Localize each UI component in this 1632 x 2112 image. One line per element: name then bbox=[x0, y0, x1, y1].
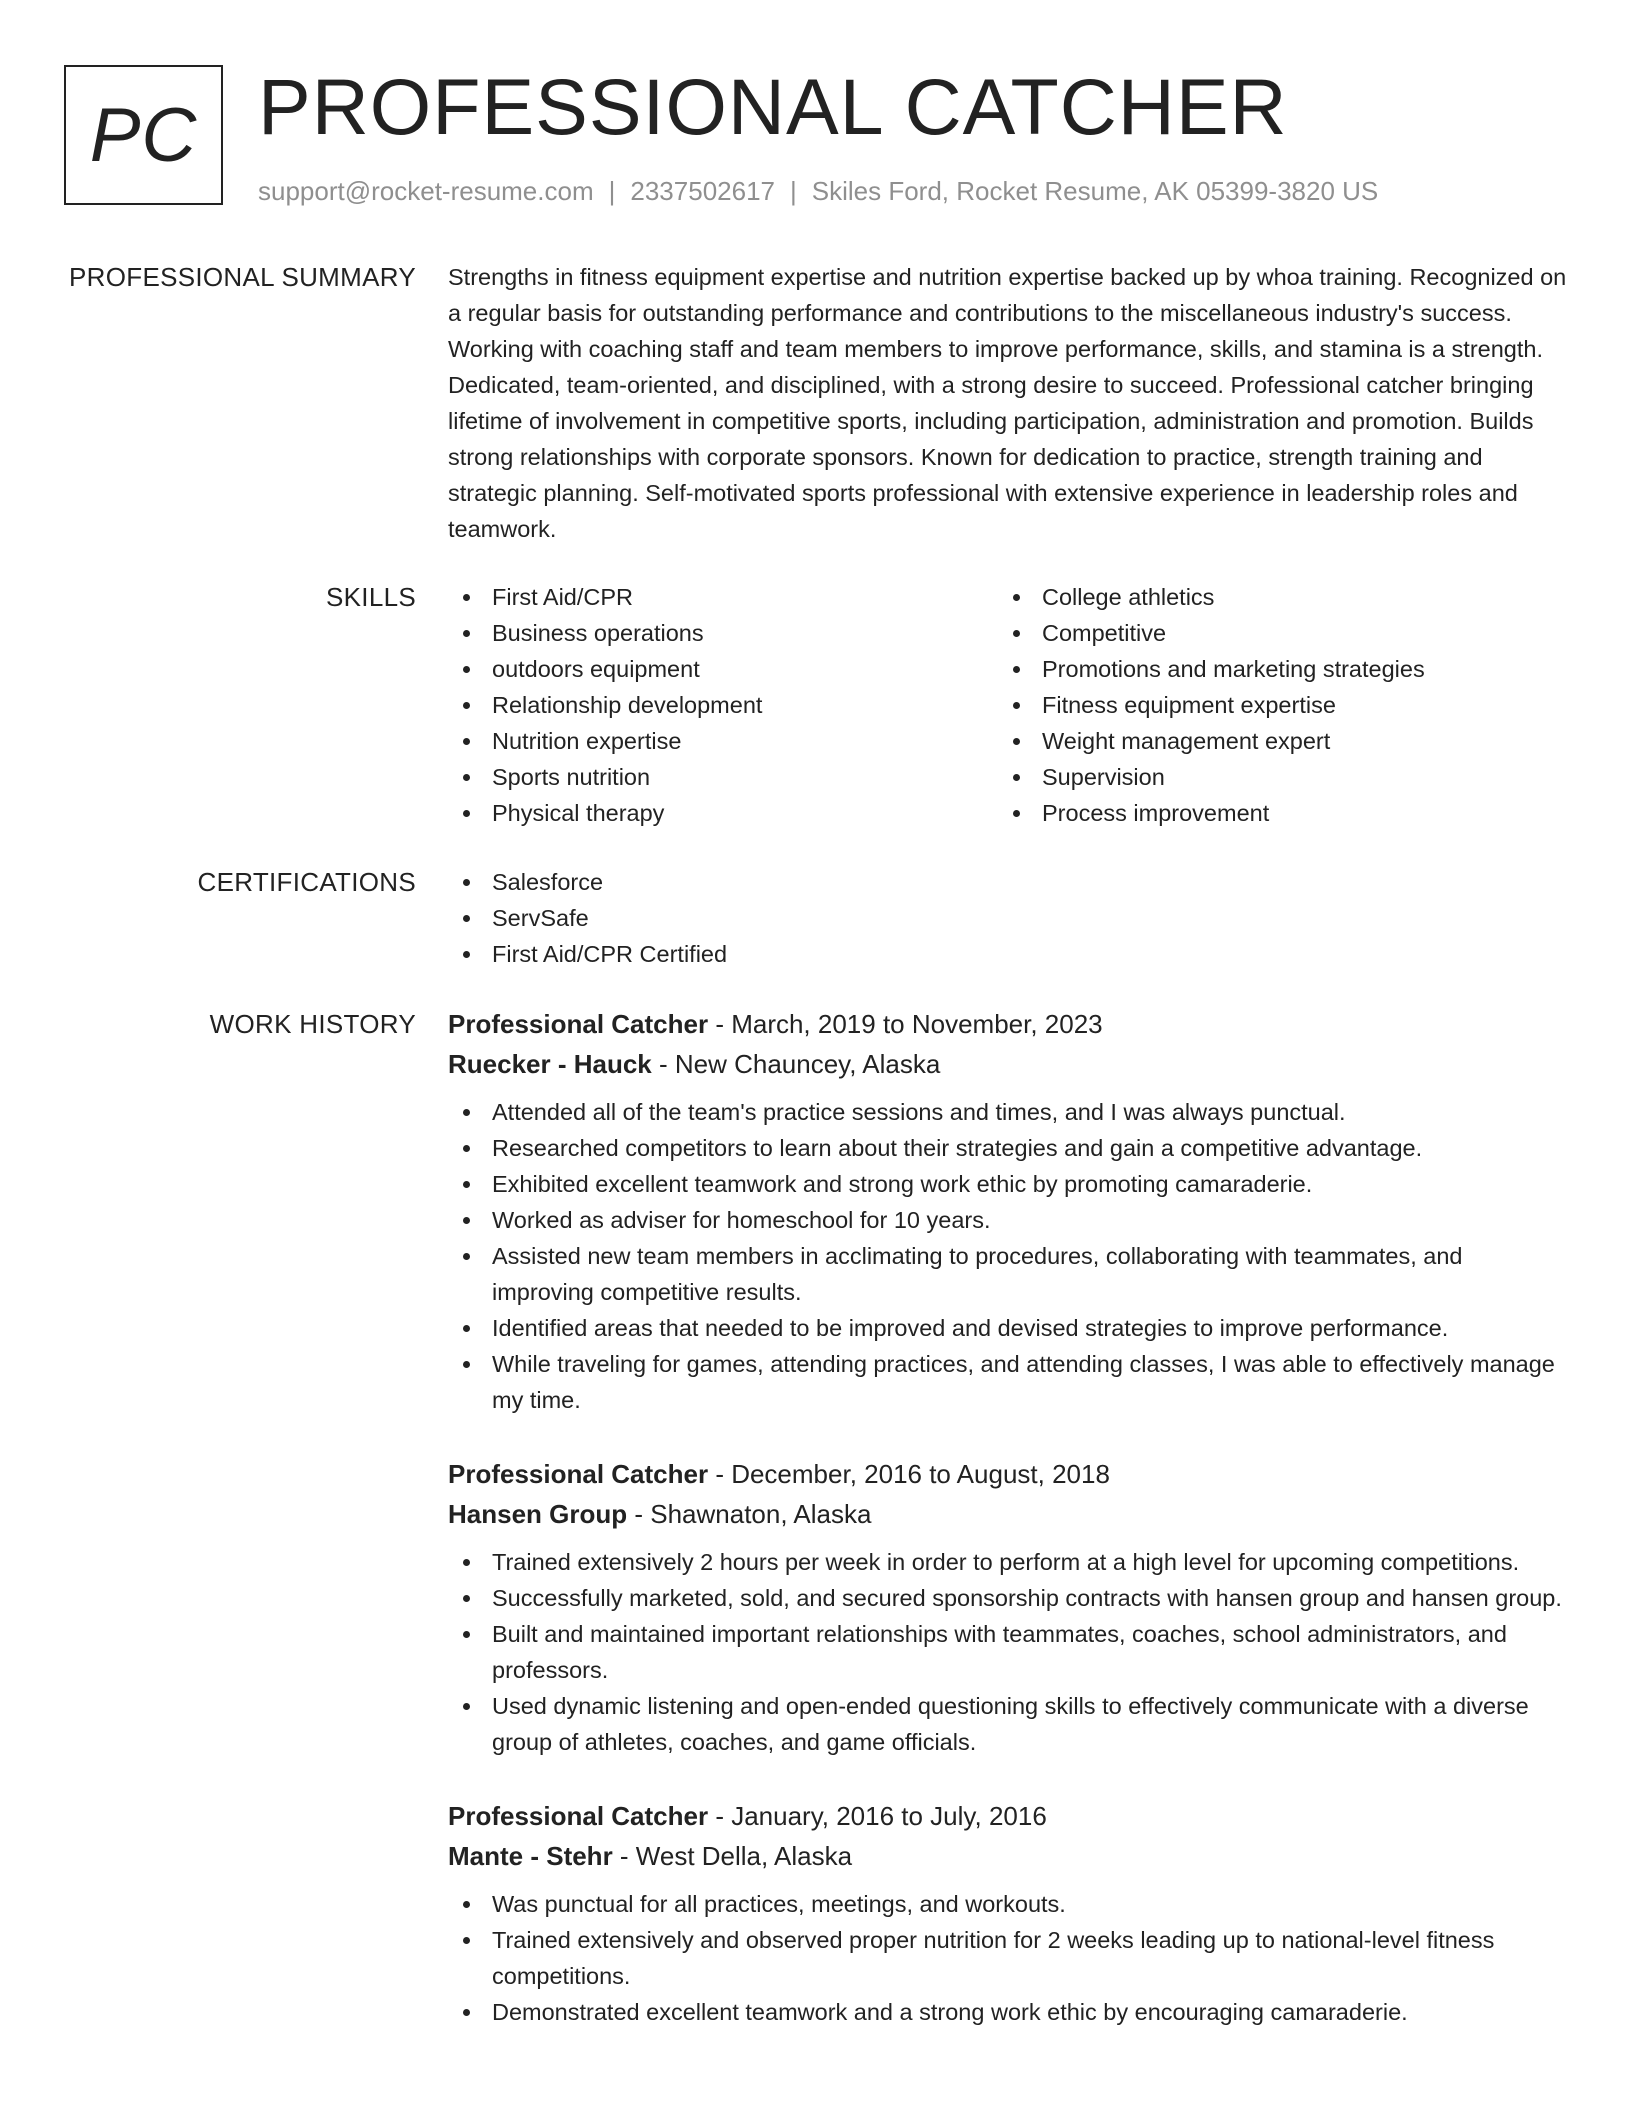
list-item-text: First Aid/CPR Certified bbox=[492, 941, 728, 967]
job-company: Hansen Group bbox=[448, 1499, 628, 1529]
bullet-dot-icon bbox=[463, 1109, 470, 1116]
job-company: Mante - Stehr bbox=[448, 1841, 613, 1871]
skills-body bbox=[448, 579, 1568, 831]
job-title-line bbox=[448, 1004, 1568, 1044]
list-item bbox=[998, 615, 1548, 651]
bullet-dot-icon bbox=[1013, 810, 1020, 817]
list-item bbox=[448, 1346, 1568, 1418]
list-item bbox=[448, 1094, 1568, 1130]
list-item-text: College athletics bbox=[1042, 584, 1215, 610]
list-item-text: Fitness equipment expertise bbox=[1042, 692, 1336, 718]
bullet-dot-icon bbox=[463, 666, 470, 673]
list-item bbox=[998, 795, 1548, 831]
bullet-dot-icon bbox=[463, 738, 470, 745]
bullet-dot-icon bbox=[463, 1145, 470, 1152]
list-item bbox=[448, 1886, 1568, 1922]
certifications-body bbox=[448, 864, 1568, 972]
bullet-dot-icon bbox=[463, 1181, 470, 1188]
list-item-text: Worked as adviser for homeschool for 10 years. bbox=[492, 1207, 991, 1233]
list-item bbox=[448, 1166, 1568, 1202]
summary-body bbox=[448, 259, 1568, 547]
job-company-line bbox=[448, 1044, 1568, 1084]
job-title: Professional Catcher bbox=[448, 1459, 709, 1489]
candidate-name: PROFESSIONAL CATCHER bbox=[258, 62, 1288, 151]
bullet-dot-icon bbox=[463, 1703, 470, 1710]
list-item-text: outdoors equipment bbox=[492, 656, 700, 682]
list-item bbox=[998, 759, 1548, 795]
bullet-dot-icon bbox=[463, 1361, 470, 1368]
list-item-text: Promotions and marketing strategies bbox=[1042, 656, 1425, 682]
list-item-text: First Aid/CPR bbox=[492, 584, 634, 610]
list-item bbox=[448, 795, 998, 831]
bullet-dot-icon bbox=[463, 1217, 470, 1224]
job-company: Ruecker - Hauck bbox=[448, 1049, 652, 1079]
list-item bbox=[448, 1238, 1568, 1310]
bullet-dot-icon bbox=[1013, 666, 1020, 673]
list-item bbox=[448, 651, 998, 687]
list-item bbox=[448, 900, 1568, 936]
list-item-text: Was punctual for all practices, meetings, and workouts. bbox=[492, 1891, 1066, 1917]
contact-separator: | bbox=[608, 176, 616, 206]
list-item bbox=[448, 864, 1568, 900]
list-item bbox=[448, 579, 998, 615]
bullet-dot-icon bbox=[463, 1253, 470, 1260]
summary-text: Strengths in fitness equipment expertise and nutrition expertise backed up by whoa training. Recognized on a regular basis for outstanding performance and contributions to the miscellaneous industry's success. Working with coaching staff and team members to improve performance, skills, and stamina is a strength. Dedicated, team-oriented, and disciplined, with a strong desire to succeed. Professional catcher bringing lifetime of involvement in competitive sports, including participation, administration and promotion. Builds strong relationships with corporate sponsors. Known for dedication to practice, strength training and strategic planning. Self-motivated sports professional with extensive experience in leadership roles and teamwork. bbox=[448, 264, 1567, 542]
list-item-text: Used dynamic listening and open-ended questioning skills to effectively communicate with a diverse group of athletes, coaches, and game officials. bbox=[492, 1693, 1529, 1755]
list-item-text: Physical therapy bbox=[492, 800, 665, 826]
job-duties-list bbox=[448, 1544, 1568, 1760]
resume-header bbox=[64, 62, 1564, 210]
bullet-dot-icon bbox=[463, 1901, 470, 1908]
bullet-dot-icon bbox=[463, 915, 470, 922]
list-item-text: Business operations bbox=[492, 620, 704, 646]
skills-list-left bbox=[448, 579, 998, 831]
bullet-dot-icon bbox=[463, 702, 470, 709]
list-item-text: Relationship development bbox=[492, 692, 763, 718]
list-item bbox=[998, 687, 1548, 723]
bullet-dot-icon bbox=[1013, 702, 1020, 709]
skills-list-right bbox=[998, 579, 1548, 831]
list-item-text: Supervision bbox=[1042, 764, 1165, 790]
list-item bbox=[998, 723, 1548, 759]
list-item bbox=[448, 687, 998, 723]
bullet-dot-icon bbox=[463, 1937, 470, 1944]
list-item-text: Successfully marketed, sold, and secured sponsorship contracts with hansen group and hansen group. bbox=[492, 1585, 1562, 1611]
monogram-badge: PC bbox=[64, 65, 223, 205]
list-item bbox=[448, 759, 998, 795]
section-heading-skills: SKILLS bbox=[326, 582, 416, 612]
contact-phone[interactable]: 2337502617 bbox=[630, 176, 775, 206]
list-item-text: Process improvement bbox=[1042, 800, 1270, 826]
job-company-line bbox=[448, 1836, 1568, 1876]
job-dates: - March, 2019 to November, 2023 bbox=[708, 1009, 1103, 1039]
bullet-dot-icon bbox=[463, 810, 470, 817]
list-item bbox=[448, 1130, 1568, 1166]
job-location: - West Della, Alaska bbox=[612, 1841, 853, 1871]
job-company-line bbox=[448, 1494, 1568, 1534]
job-title: Professional Catcher bbox=[448, 1009, 709, 1039]
contact-address: Skiles Ford, Rocket Resume, AK 05399-3820 US bbox=[811, 176, 1379, 206]
job-dates: - January, 2016 to July, 2016 bbox=[708, 1801, 1047, 1831]
bullet-dot-icon bbox=[463, 951, 470, 958]
bullet-dot-icon bbox=[463, 594, 470, 601]
job-entry bbox=[448, 1004, 1568, 1418]
list-item bbox=[448, 1202, 1568, 1238]
section-heading-summary: PROFESSIONAL SUMMARY bbox=[69, 262, 416, 292]
list-item-text: Salesforce bbox=[492, 869, 604, 895]
bullet-dot-icon bbox=[463, 630, 470, 637]
job-location: - Shawnaton, Alaska bbox=[627, 1499, 872, 1529]
bullet-dot-icon bbox=[463, 879, 470, 886]
certifications-list bbox=[448, 864, 1568, 972]
job-dates: - December, 2016 to August, 2018 bbox=[708, 1459, 1110, 1489]
job-duties-list bbox=[448, 1886, 1568, 2030]
work-history-body bbox=[448, 1004, 1568, 2066]
list-item-text: Attended all of the team's practice sessions and times, and I was always punctual. bbox=[492, 1099, 1346, 1125]
list-item bbox=[998, 579, 1548, 615]
contact-line bbox=[258, 174, 1378, 208]
list-item bbox=[448, 1688, 1568, 1760]
bullet-dot-icon bbox=[1013, 630, 1020, 637]
job-title-line bbox=[448, 1796, 1568, 1836]
section-heading-certifications: CERTIFICATIONS bbox=[197, 867, 416, 897]
bullet-dot-icon bbox=[463, 774, 470, 781]
bullet-dot-icon bbox=[1013, 594, 1020, 601]
bullet-dot-icon bbox=[463, 1559, 470, 1566]
bullet-dot-icon bbox=[1013, 738, 1020, 745]
list-item bbox=[448, 1310, 1568, 1346]
job-entry bbox=[448, 1796, 1568, 2030]
list-item bbox=[448, 723, 998, 759]
list-item-text: Weight management expert bbox=[1042, 728, 1331, 754]
list-item-text: Identified areas that needed to be improved and devised strategies to improve performance. bbox=[492, 1315, 1449, 1341]
list-item-text: Built and maintained important relationships with teammates, coaches, school administrators, and professors. bbox=[492, 1621, 1507, 1683]
list-item-text: Demonstrated excellent teamwork and a strong work ethic by encouraging camaraderie. bbox=[492, 1999, 1408, 2025]
section-heading-work-history: WORK HISTORY bbox=[209, 1009, 416, 1039]
list-item-text: Exhibited excellent teamwork and strong work ethic by promoting camaraderie. bbox=[492, 1171, 1313, 1197]
list-item bbox=[448, 615, 998, 651]
bullet-dot-icon bbox=[463, 1595, 470, 1602]
list-item-text: Nutrition expertise bbox=[492, 728, 682, 754]
list-item-text: Trained extensively and observed proper nutrition for 2 weeks leading up to national-level fitness competitions. bbox=[492, 1927, 1495, 1989]
bullet-dot-icon bbox=[463, 1325, 470, 1332]
job-location: - New Chauncey, Alaska bbox=[651, 1049, 941, 1079]
list-item bbox=[448, 1544, 1568, 1580]
contact-email[interactable]: support@rocket-resume.com bbox=[258, 176, 594, 206]
bullet-dot-icon bbox=[463, 2009, 470, 2016]
list-item bbox=[448, 936, 1568, 972]
job-entry bbox=[448, 1454, 1568, 1760]
list-item bbox=[448, 1922, 1568, 1994]
list-item bbox=[448, 1616, 1568, 1688]
contact-separator: | bbox=[790, 176, 797, 206]
bullet-dot-icon bbox=[463, 1631, 470, 1638]
list-item-text: ServSafe bbox=[492, 905, 589, 931]
list-item-text: Competitive bbox=[1042, 620, 1167, 646]
list-item bbox=[448, 1994, 1568, 2030]
list-item-text: Researched competitors to learn about their strategies and gain a competitive advantage. bbox=[492, 1135, 1423, 1161]
list-item-text: Assisted new team members in acclimating to procedures, collaborating with teammates, and improving competitive results. bbox=[492, 1243, 1463, 1305]
list-item-text: Trained extensively 2 hours per week in order to perform at a high level for upcoming competitions. bbox=[492, 1549, 1520, 1575]
bullet-dot-icon bbox=[1013, 774, 1020, 781]
job-duties-list bbox=[448, 1094, 1568, 1418]
skills-columns bbox=[448, 579, 1568, 831]
job-title-line bbox=[448, 1454, 1568, 1494]
list-item bbox=[448, 1580, 1568, 1616]
list-item-text: While traveling for games, attending practices, and attending classes, I was able to effectively manage my time. bbox=[492, 1351, 1555, 1413]
list-item bbox=[998, 651, 1548, 687]
job-title: Professional Catcher bbox=[448, 1801, 709, 1831]
list-item-text: Sports nutrition bbox=[492, 764, 651, 790]
